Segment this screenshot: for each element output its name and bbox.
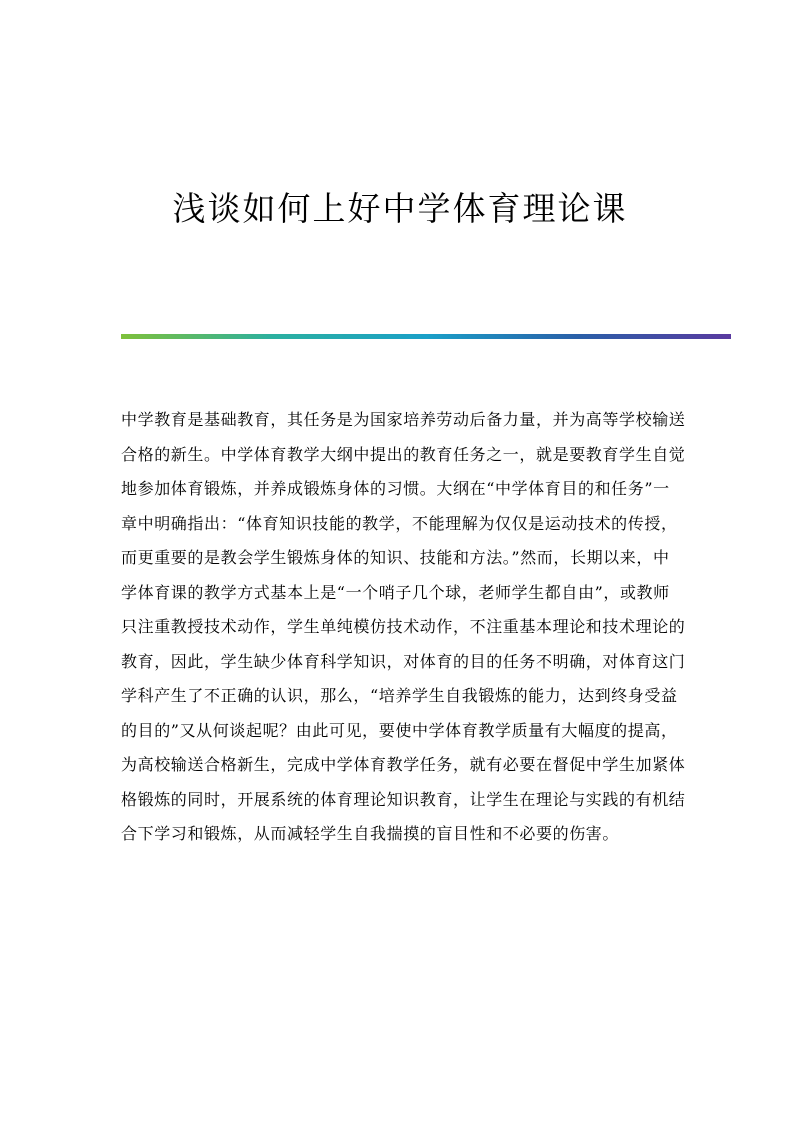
body-line: 只注重教授技术动作，学生单纯模仿技术动作，不注重基本理论和技术理论的 (121, 617, 686, 636)
body-line: 为高校输送合格新生，完成中学体育教学任务，就有必要在督促中学生加紧体 (121, 755, 686, 774)
body-line: 地参加体育锻炼，并养成锻炼身体的习惯。大纲在“中学体育目的和任务”一 (121, 479, 670, 498)
body-line: 格锻炼的同时，开展系统的体育理论知识教育，让学生在理论与实践的有机结 (121, 789, 686, 809)
page-title: 浅谈如何上好中学体育理论课 (172, 189, 628, 228)
body-line: 中学教育是基础教育，其任务是为国家培养劳动后备力量，并为高等学校输送 (121, 410, 686, 429)
body-line: 的目的”又从何谈起呢？由此可见，要使中学体育教学质量有大幅度的提高， (121, 720, 678, 740)
body-line: 合下学习和锻炼，从而减轻学生自我揣摸的盲目性和不必要的伤害。 (121, 824, 620, 843)
body-paragraph (121, 403, 686, 852)
body-line: 合格的新生。中学体育教学大纲中提出的教育任务之一，就是要教育学生自觉 (121, 444, 686, 464)
body-line: 教育，因此，学生缺少体育科学知识，对体育的目的任务不明确，对体育这门 (121, 651, 686, 671)
title-divider (121, 334, 731, 339)
body-line: 而更重要的是教会学生锻炼身体的知识、技能和方法。”然而，长期以来，中 (121, 548, 670, 567)
body-line: 学体育课的教学方式基本上是“一个哨子几个球，老师学生都自由”，或教师 (121, 582, 670, 602)
body-line: 章中明确指出：“体育知识技能的教学，不能理解为仅仅是运动技术的传授， (121, 513, 678, 533)
body-line: 学科产生了不正确的认识，那么，“培养学生自我锻炼的能力，达到终身受益 (121, 686, 678, 705)
